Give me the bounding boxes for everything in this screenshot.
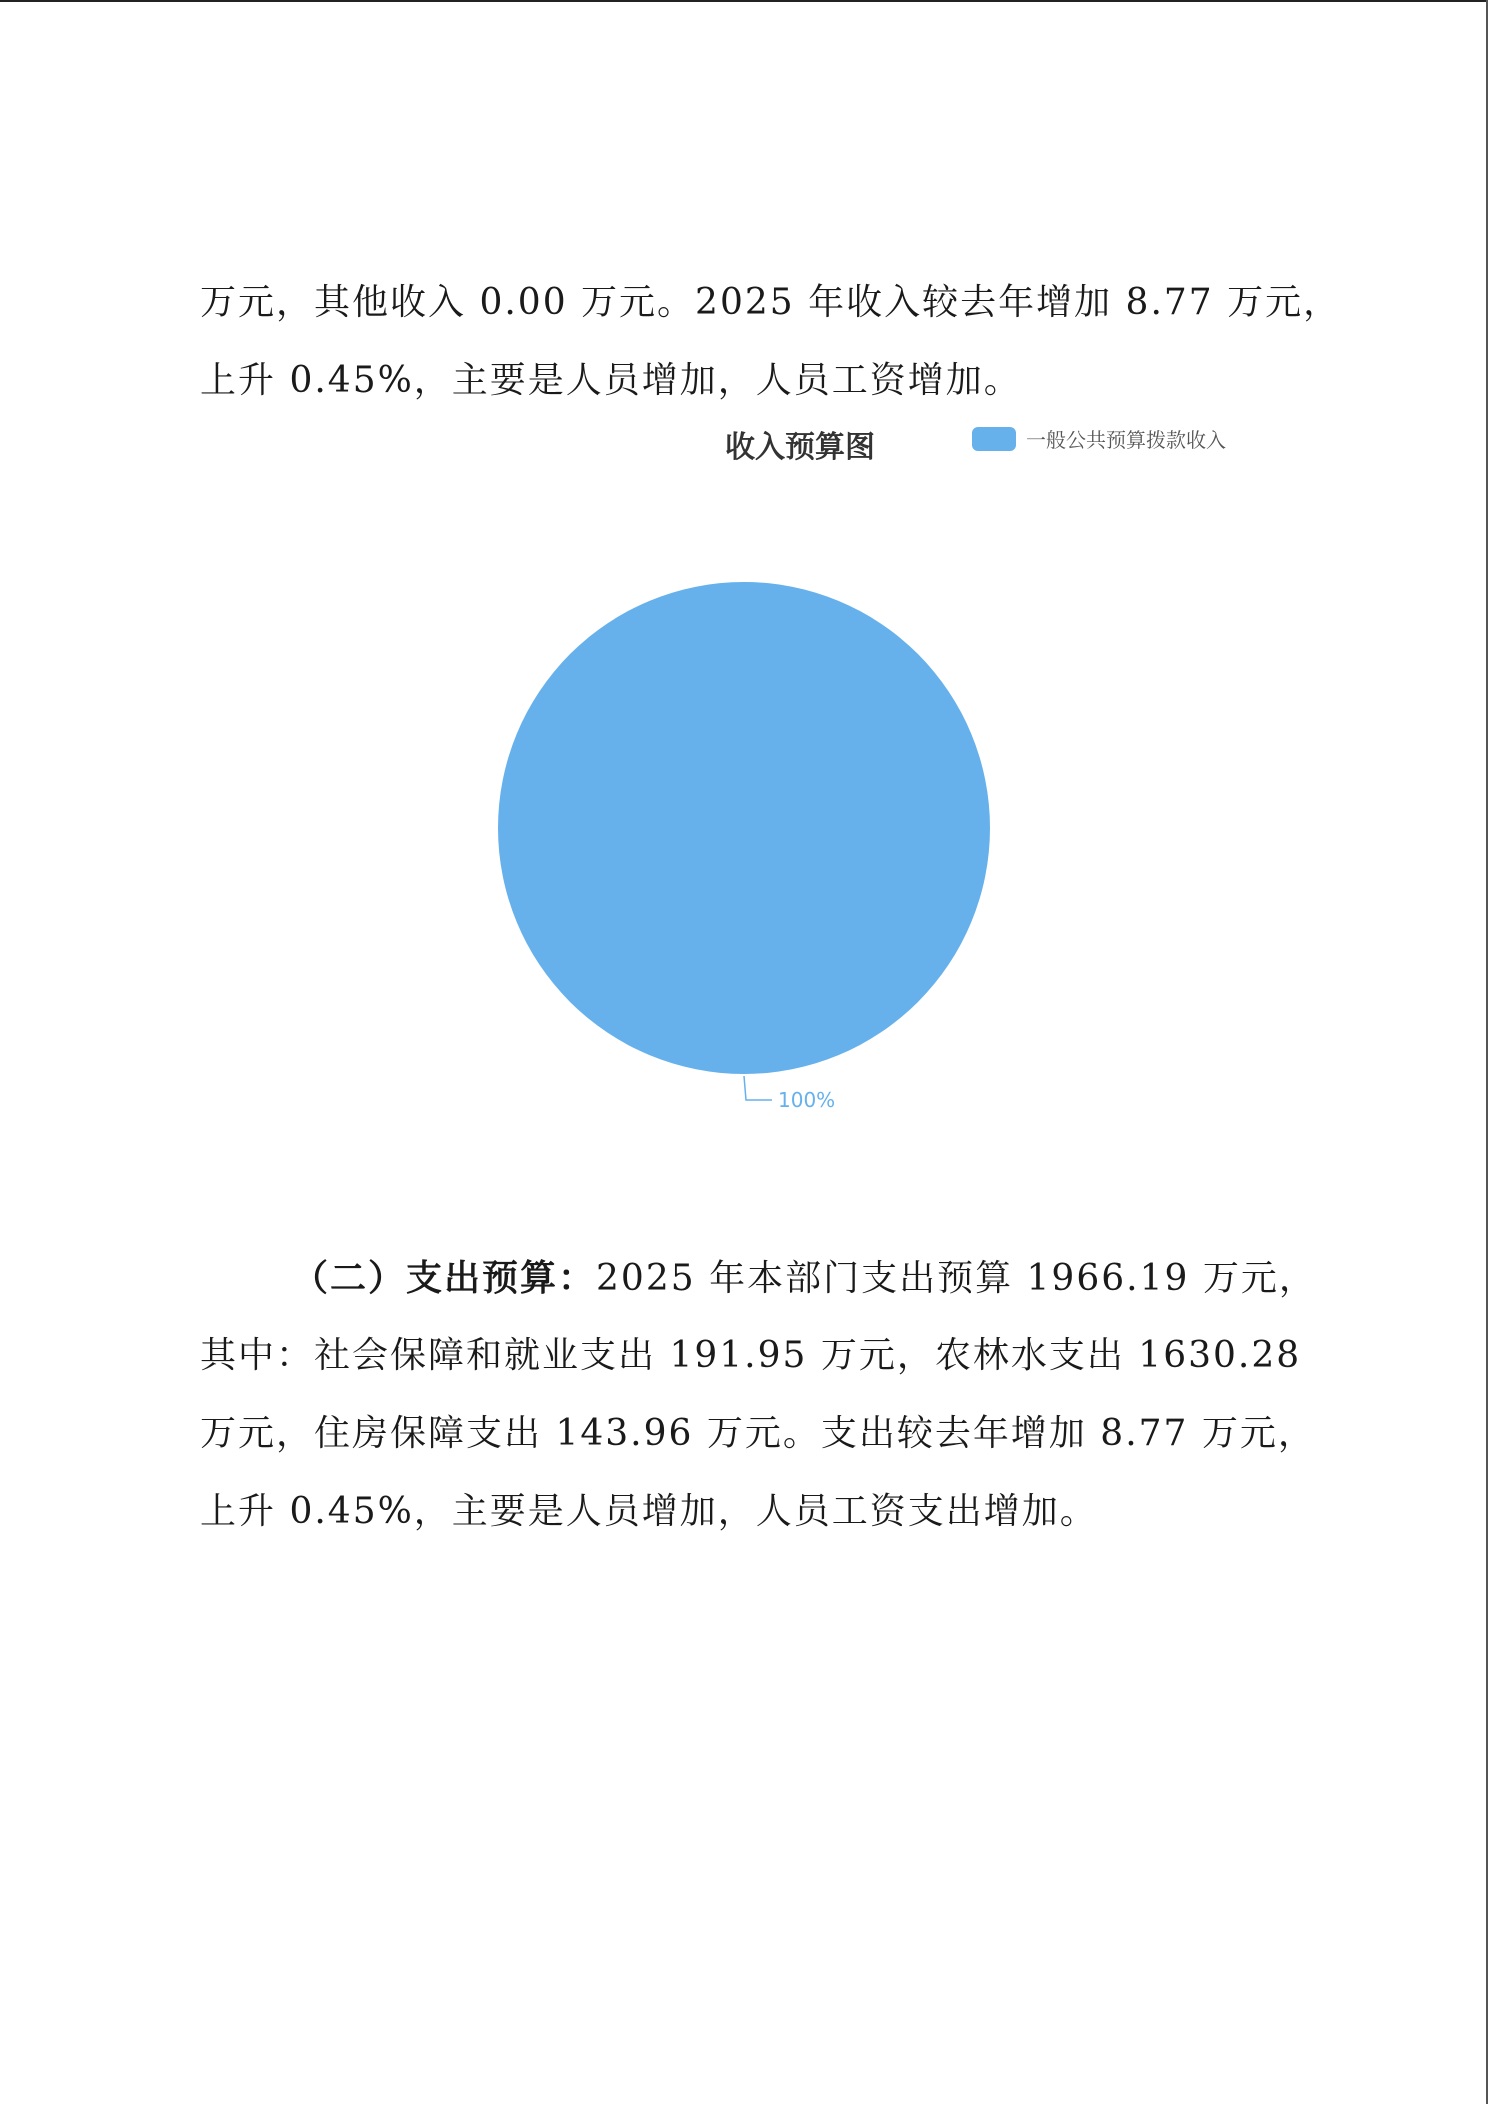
- expense-line-1-text: 2025 年本部门支出预算 1966.19 万元，: [596, 1258, 1317, 1299]
- pie-slice[interactable]: [498, 582, 990, 1074]
- expense-paragraph: [200, 1239, 1317, 1551]
- chart-title: 收入预算图: [725, 430, 875, 465]
- income-line-2: 上升 0.45%，主要是人员增加，人员工资增加。: [200, 360, 1022, 401]
- expense-line-3: 万元，住房保障支出 143.96 万元。支出较去年增加 8.77 万元，: [200, 1413, 1316, 1454]
- expense-line-1: [200, 1239, 1317, 1317]
- income-budget-chart: [460, 410, 1280, 1130]
- income-line-1: 万元，其他收入 0.00 万元。2025 年收入较去年增加 8.77 万元，: [200, 282, 1342, 323]
- label-leader-line: [744, 1076, 772, 1100]
- page-border-top: [0, 0, 1488, 2]
- expense-heading: （二）支出预算：: [292, 1257, 597, 1299]
- slice-label: 100%: [778, 1088, 836, 1112]
- pie-chart-svg: [460, 410, 1280, 1130]
- income-paragraph: [200, 264, 1342, 420]
- expense-line-2: 其中：社会保障和就业支出 191.95 万元，农林水支出 1630.28: [200, 1335, 1302, 1376]
- expense-line-4: 上升 0.45%，主要是人员增加，人员工资支出增加。: [200, 1491, 1098, 1532]
- legend-label: 一般公共预算拨款收入: [1026, 428, 1226, 452]
